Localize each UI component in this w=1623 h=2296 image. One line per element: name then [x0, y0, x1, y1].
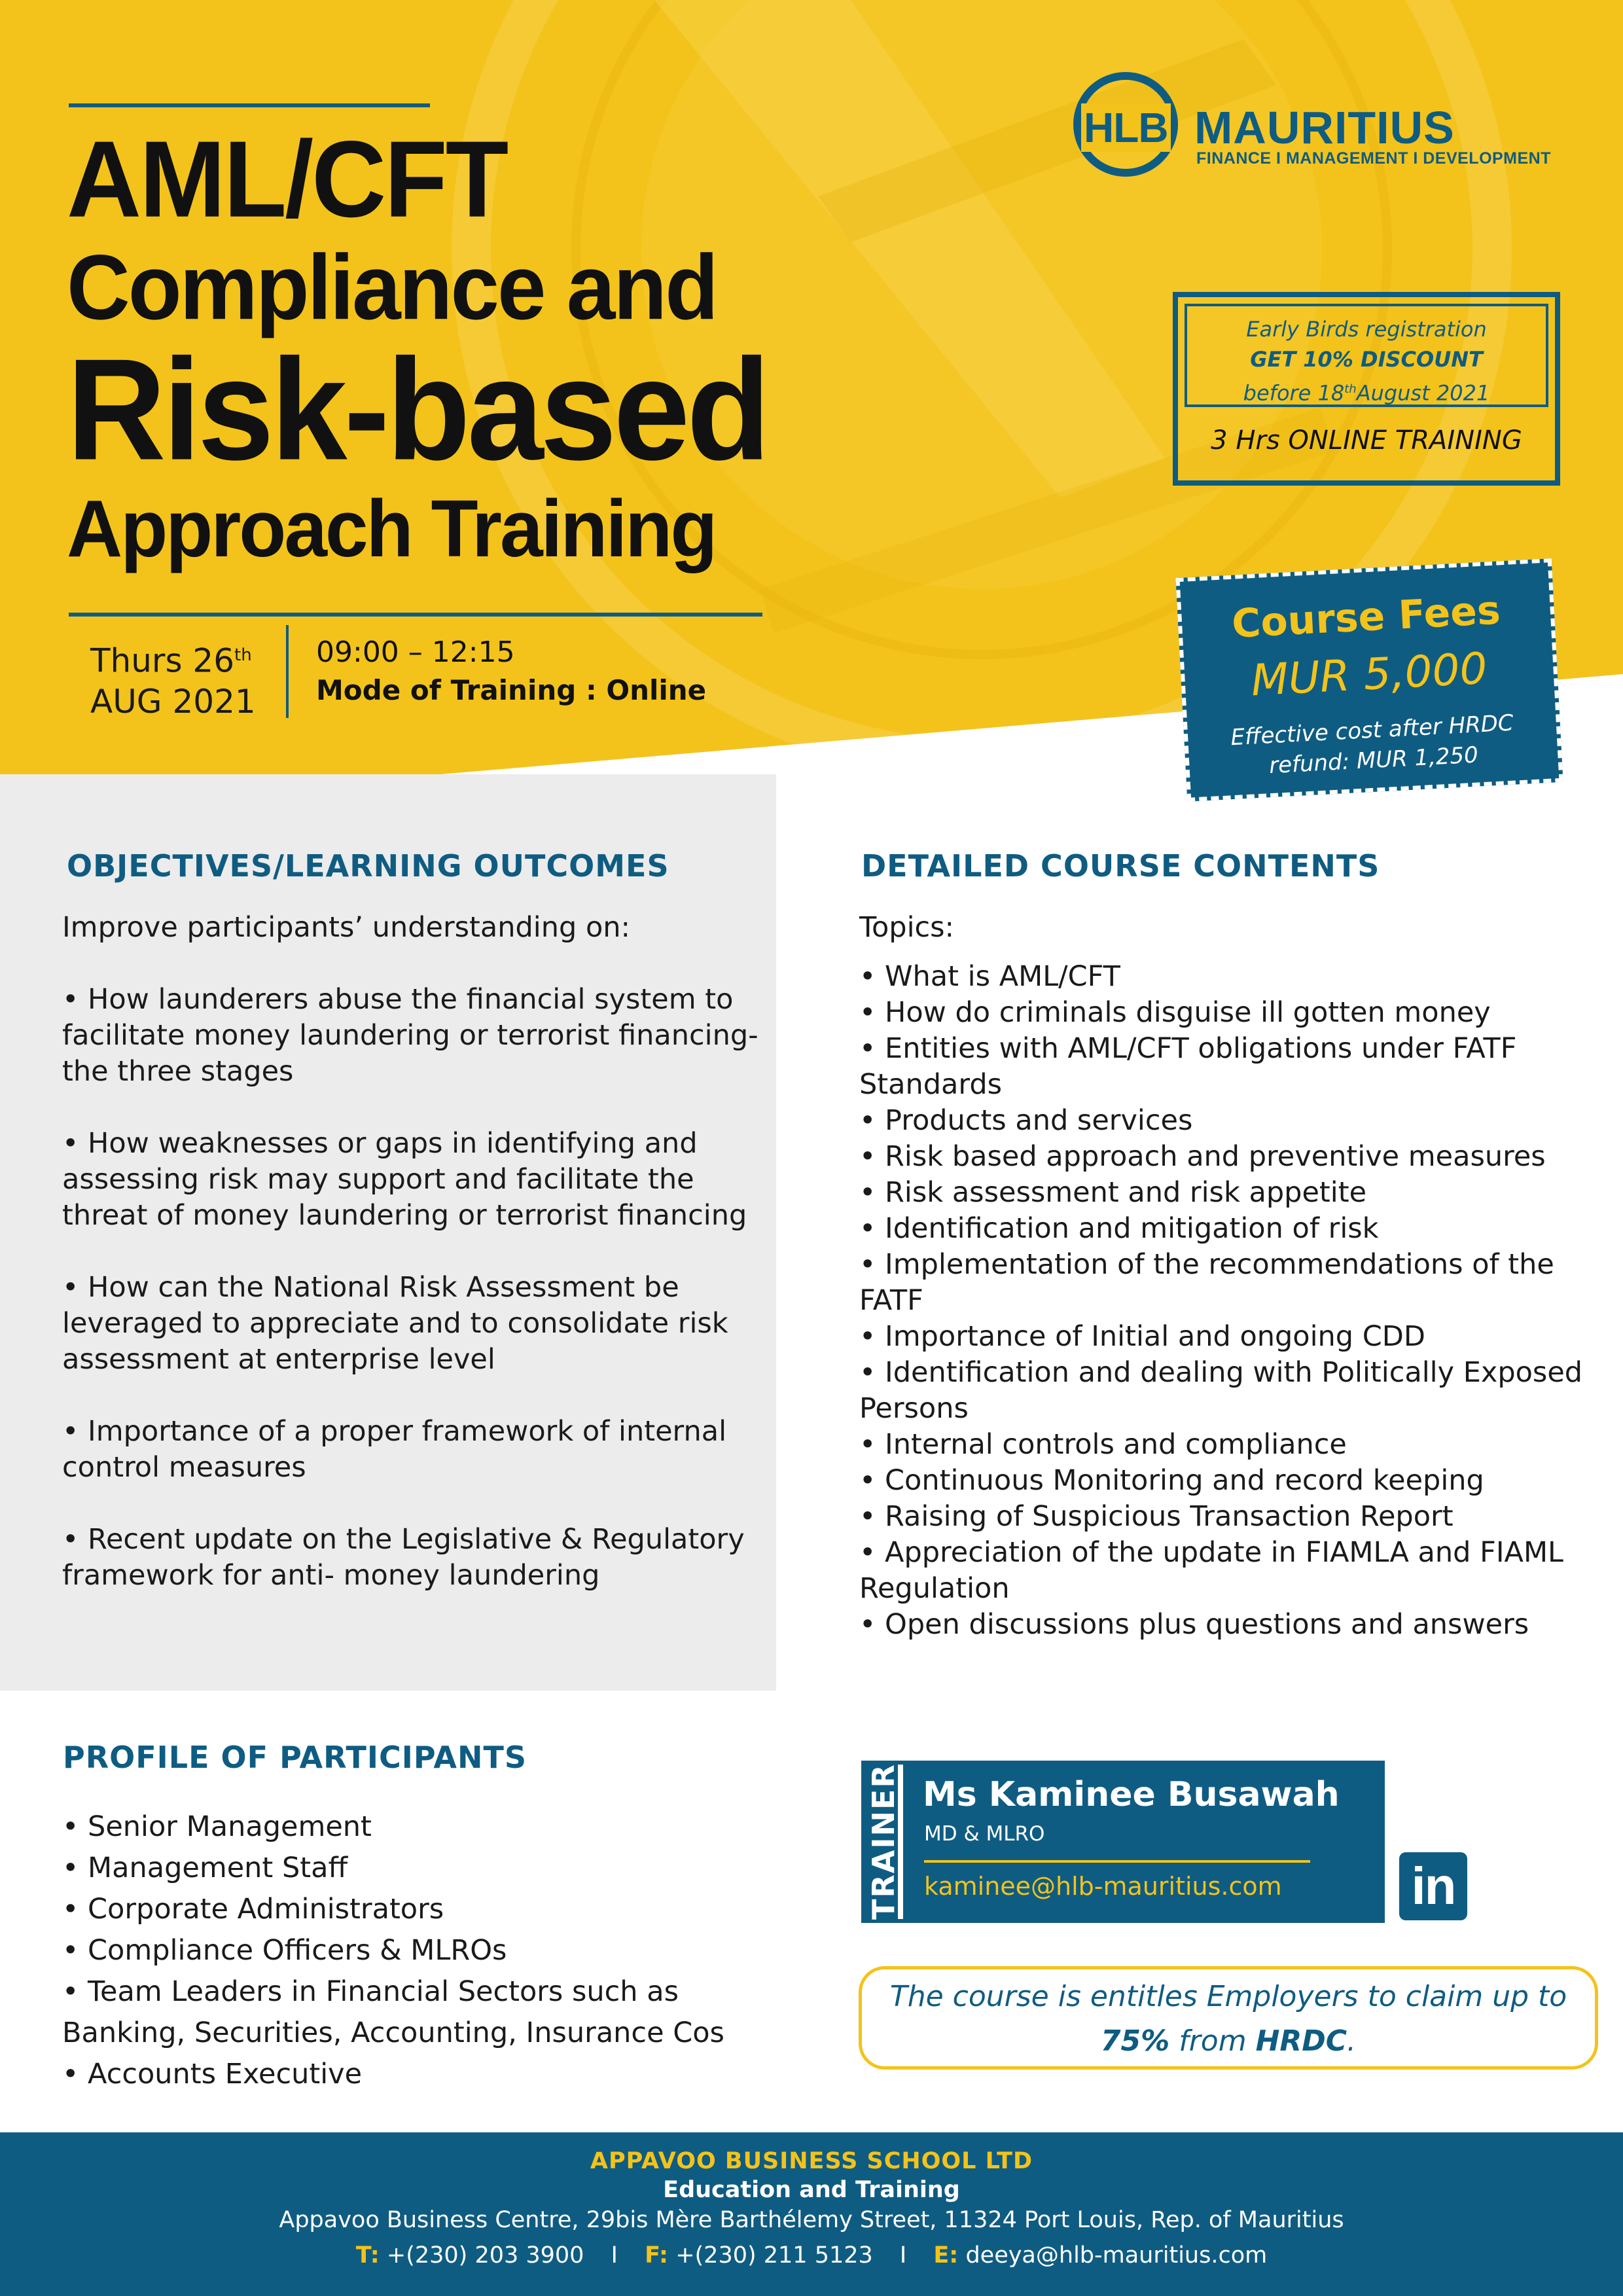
- fax-label: F:: [645, 2242, 669, 2269]
- title-top-rule: [69, 103, 430, 107]
- fees-note-line-2: refund: MUR 1,250: [1268, 742, 1479, 780]
- hrdc-end: .: [1347, 2024, 1357, 2058]
- footer-subtitle: Education and Training: [663, 2177, 960, 2203]
- title-bottom-rule: [69, 613, 762, 617]
- linkedin-icon[interactable]: in: [1399, 1852, 1467, 1920]
- date-suffix: th: [234, 645, 252, 665]
- early-bird-discount: GET 10% DISCOUNT: [1250, 347, 1483, 372]
- hrdc-from: from: [1169, 2024, 1256, 2058]
- list-item: • Appreciation of the update in FIAMLA and FIAML Regulation: [859, 1536, 1564, 1605]
- list-item: • Entities with AML/CFT obligations under FATF Standards: [859, 1032, 1517, 1101]
- footer-phone[interactable]: +(230) 203 3900: [386, 2242, 584, 2269]
- title-line-4: Approach Training: [67, 483, 716, 575]
- footer-email-link[interactable]: deeya@hlb-mauritius.com: [965, 2242, 1268, 2269]
- footer-fax: +(230) 211 5123: [675, 2242, 873, 2269]
- page-title: [67, 118, 774, 575]
- list-item: • How weaknesses or gaps in identifying and assessing risk may support and facilitate the threat of money laundering or terrorist financing: [62, 1127, 747, 1232]
- contents-intro: Topics:: [859, 911, 955, 944]
- footer-contact: [0, 2242, 1623, 2269]
- trainer-tab: [864, 1765, 903, 1919]
- trainer-tab-label: TRAINER: [866, 1763, 901, 1920]
- list-item: • Management Staff: [62, 1852, 348, 1884]
- email-label: E:: [933, 2242, 959, 2269]
- deadline-post: August 2021: [1356, 380, 1490, 406]
- list-item: • How launderers abuse the financial system to facilitate money laundering or terrorist financing- the three stages: [62, 983, 758, 1088]
- list-item: • Products and services: [859, 1104, 1193, 1137]
- early-bird-offer: [1185, 304, 1548, 407]
- list-item: • How do criminals disguise ill gotten money: [859, 996, 1491, 1029]
- contents-body: [859, 910, 1592, 1643]
- deadline-pre: before 18: [1243, 380, 1345, 406]
- event-time: [316, 634, 706, 709]
- title-line-2: Compliance and: [67, 236, 717, 339]
- list-item: • Identification and mitigation of risk: [859, 1212, 1379, 1245]
- trainer-email-link[interactable]: kaminee@hlb-mauritius.com: [924, 1872, 1282, 1901]
- list-item: • Recent update on the Legislative & Regulatory framework for anti- money laundering: [62, 1523, 745, 1592]
- participants-heading: PROFILE OF PARTICIPANTS: [63, 1740, 527, 1775]
- participants-body: [62, 1806, 808, 2095]
- list-item: • Senior Management: [62, 1810, 372, 1843]
- list-item: • Team Leaders in Financial Sectors such as Banking, Securities, Accounting, Insurance Cos: [62, 1975, 724, 2049]
- footer-separator: I: [899, 2242, 907, 2269]
- training-mode: Mode of Training : Online: [316, 674, 707, 706]
- list-item: • What is AML/CFT: [859, 960, 1120, 993]
- event-date: [90, 635, 256, 722]
- hrdc-org: HRDC: [1255, 2024, 1347, 2058]
- early-bird-deadline: [1187, 374, 1546, 408]
- objectives-list: [62, 982, 769, 1594]
- list-item: • Importance of Initial and ongoing CDD: [859, 1320, 1426, 1353]
- list-item: • Identification and dealing with Politically Exposed Persons: [859, 1356, 1583, 1425]
- hrdc-note: [859, 1966, 1598, 2070]
- list-item: • Importance of a proper framework of internal control measures: [62, 1415, 727, 1484]
- logo-name: MAURITIUS: [1194, 102, 1455, 153]
- objectives-intro: Improve participants’ understanding on:: [62, 911, 630, 944]
- deadline-sup: th: [1344, 382, 1357, 396]
- objectives-heading: OBJECTIVES/LEARNING OUTCOMES: [67, 848, 669, 884]
- list-item: • How can the National Risk Assessment be leveraged to appreciate and to consolidate risk assessment at enterprise level: [62, 1271, 728, 1376]
- title-line-1: AML/CFT: [67, 118, 507, 240]
- list-item: • Continuous Monitoring and record keeping: [859, 1464, 1484, 1497]
- objectives-body: [62, 910, 769, 1630]
- hrdc-percent: 75%: [1100, 2024, 1170, 2058]
- course-fees-stamp: [1175, 558, 1563, 802]
- fees-title: Course Fees: [1230, 587, 1502, 647]
- trainer-role: MD & MLRO: [924, 1822, 1045, 1846]
- list-item: • Compliance Officers & MLROs: [62, 1934, 507, 1967]
- trainer-card: [861, 1761, 1385, 1923]
- hrdc-line-2: [862, 2019, 1595, 2064]
- early-bird-box: [1173, 292, 1560, 486]
- list-item: • Risk based approach and preventive measures: [859, 1140, 1546, 1173]
- list-item: • Internal controls and compliance: [859, 1428, 1347, 1461]
- trainer-name: Ms Kaminee Busawah: [923, 1775, 1340, 1814]
- list-item: • Implementation of the recommendations of the FATF: [859, 1248, 1554, 1317]
- logo-mark: HLB: [1081, 103, 1171, 152]
- list-item: • Risk assessment and risk appetite: [859, 1176, 1367, 1209]
- date-divider: [286, 625, 289, 718]
- trainer-divider: [924, 1860, 1310, 1863]
- fees-note-line-1: Effective cost after HRDC: [1230, 709, 1514, 751]
- list-item: • Accounts Executive: [62, 2058, 363, 2090]
- early-bird-line-1: Early Birds registration: [1246, 317, 1487, 342]
- list-item: • Open discussions plus questions and answers: [859, 1608, 1529, 1641]
- date-day: Thurs 26: [90, 641, 235, 680]
- contents-heading: DETAILED COURSE CONTENTS: [861, 848, 1380, 884]
- footer-company: APPAVOO BUSINESS SCHOOL LTD: [590, 2148, 1033, 2174]
- online-training-label: 3 Hrs ONLINE TRAINING: [1211, 425, 1522, 456]
- list-item: • Corporate Administrators: [62, 1893, 444, 1926]
- logo-tagline: FINANCE I MANAGEMENT I DEVELOPMENT: [1196, 149, 1552, 168]
- hrdc-line-1: The course is entitles Employers to claim up to: [889, 1980, 1567, 2013]
- date-month-year: AUG 2021: [90, 682, 256, 721]
- hlb-mauritius-logo: [1073, 72, 1571, 190]
- topics-list: [859, 959, 1592, 1643]
- list-item: • Raising of Suspicious Transaction Report: [859, 1500, 1454, 1533]
- fees-amount: MUR 5,000: [1249, 643, 1489, 706]
- fees-note: [1187, 706, 1558, 785]
- tel-label: T:: [355, 2242, 380, 2269]
- title-line-3: Risk-based: [67, 329, 768, 490]
- footer: [0, 2132, 1623, 2296]
- footer-separator: I: [611, 2242, 618, 2269]
- footer-address: Appavoo Business Centre, 29bis Mère Barthélemy Street, 11324 Port Louis, Rep. of Mauritius: [279, 2207, 1344, 2233]
- time-range: 09:00 – 12:15: [316, 636, 515, 669]
